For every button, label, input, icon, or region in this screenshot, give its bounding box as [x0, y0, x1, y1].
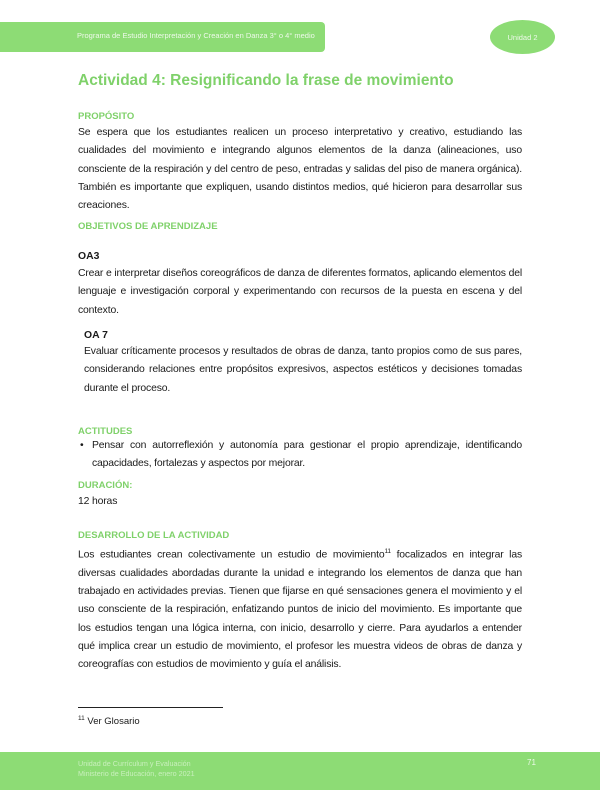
- actitudes-heading: ACTITUDES: [78, 426, 133, 437]
- oa7-code: OA 7: [84, 330, 108, 341]
- footnote: [78, 715, 140, 727]
- page-number: 71: [527, 758, 536, 767]
- unit-badge: Unidad 2: [490, 20, 555, 54]
- proposito-text: Se espera que los estudiantes realicen un proceso interpretativo y creativo, estudiando las cualidades del movimiento e integrando algunos elementos de la danza (alineaciones, uso consciente de la respiración y del centro de peso, entradas y salidas del piso de manera orgánica). También es importante que expliquen, usando distintos medios, qué hicieron para desarrollar sus creaciones.: [78, 127, 522, 212]
- activity-title: Actividad 4: Resignificando la frase de movimiento: [78, 72, 454, 89]
- oa3-code: OA3: [78, 251, 100, 262]
- desarrollo-heading: DESARROLLO DE LA ACTIVIDAD: [78, 530, 230, 541]
- duracion-value: 12 horas: [78, 496, 118, 507]
- proposito-heading: PROPÓSITO: [78, 111, 135, 122]
- desarrollo-text: [78, 543, 522, 675]
- footnote-divider: [78, 707, 223, 708]
- footnote-text: Ver Glosario: [84, 716, 140, 728]
- footnote-number: 11: [78, 715, 85, 722]
- footer-credits: [78, 759, 195, 779]
- footer-line-1: Unidad de Currículum y Evaluación: [78, 759, 191, 768]
- desarrollo-text-b: focalizados en integrar las diversas cualidades abordadas durante la unidad e integrando los elementos de danza que han trabajado en actividades previas. Tienen que fijarse en qué sensaciones genera el movimiento y el uso consciente de la respiración, enfatizando puntos de inicio del movimiento. Es importante que los estudios tengan una lógica interna, con inicio, desarrollo y cierre. Para ayudarlos a entender qué implica crear un estudio de movimiento, el profesor les muestra videos de obras de danza y coreografías con estudios de movimiento y guía el análisis.: [78, 549, 522, 671]
- header-bar: [0, 22, 325, 52]
- actitudes-list-item: [78, 437, 522, 474]
- objetivos-heading: OBJETIVOS DE APRENDIZAJE: [78, 221, 218, 232]
- oa7-text: Evaluar críticamente procesos y resultados de obras de danza, tanto propios como de sus pares, considerando relaciones entre propósitos expresivos, aspectos estéticos y decisiones tomadas durante el proceso.: [84, 346, 522, 394]
- actitud-text: Pensar con autorreflexión y autonomía para gestionar el propio aprendizaje, identificando capacidades, fortalezas y aspectos por mejorar.: [92, 440, 522, 470]
- duracion-heading: DURACIÓN:: [78, 480, 133, 491]
- desarrollo-text-a: Los estudiantes crean colectivamente un estudio de movimiento: [78, 549, 385, 561]
- footer-bar: [0, 752, 600, 790]
- bullet-icon: •: [80, 440, 84, 451]
- oa3-text: Crear e interpretar diseños coreográficos de danza de diferentes formatos, aplicando elementos del lenguaje e investigación corporal y experimentando con recursos de la puesta en escena y del contexto.: [78, 268, 522, 316]
- program-title: Programa de Estudio Interpretación y Creación en Danza 3° o 4° medio: [77, 31, 315, 40]
- footnote-ref[interactable]: 11: [384, 548, 391, 555]
- footer-line-2: Ministerio de Educación, enero 2021: [78, 769, 195, 778]
